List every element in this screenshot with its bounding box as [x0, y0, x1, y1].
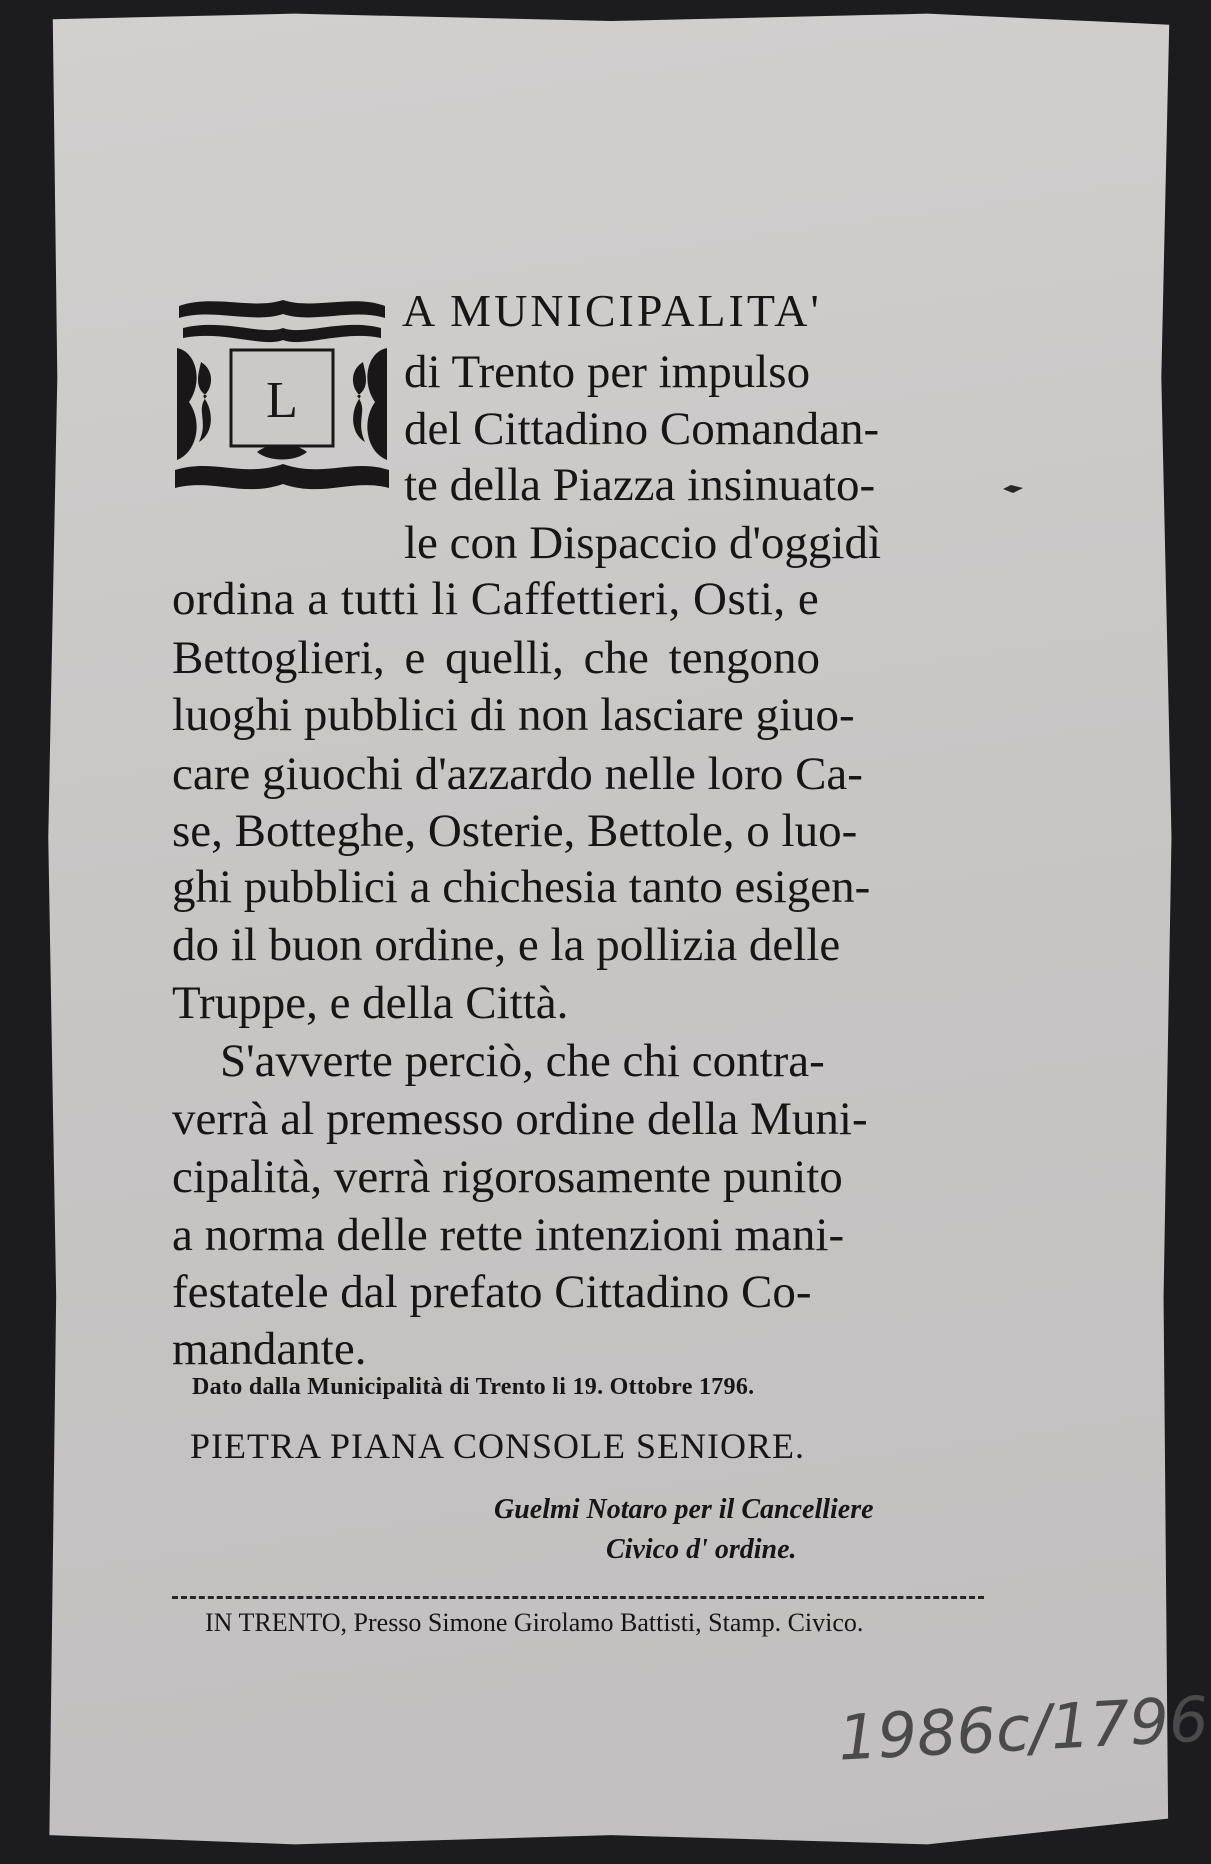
notice-line: del Cittadino Comandan-: [404, 403, 880, 455]
divider-rule: [172, 1596, 984, 1599]
consul-signature: PIETRA PIANA CONSOLE SENIORE.: [190, 1426, 806, 1466]
notice-line: A MUNICIPALITA': [402, 285, 822, 336]
notice-line: ghi pubblici a chichesia tanto esigen-: [172, 861, 871, 913]
dropcap-letter: L: [266, 372, 298, 429]
notice-line: luoghi pubblici di non lasciare giuo-: [172, 689, 855, 741]
notice-line: se, Botteghe, Osterie, Bettole, o luo-: [172, 805, 858, 857]
ink-speck: [1003, 483, 1023, 495]
notary-line: Civico d' ordine.: [606, 1534, 797, 1565]
notice-line: di Trento per impulso: [404, 346, 811, 398]
notice-line: te della Piazza insinuato-: [404, 459, 876, 511]
notice-line: verrà al premesso ordine della Muni-: [172, 1093, 868, 1145]
notice-line: S'avverte perciò, che chi contra-: [220, 1035, 825, 1087]
notice-line: mandante.: [172, 1323, 367, 1375]
notice-line: do il buon ordine, e la pollizia delle: [172, 919, 841, 971]
notice-line: Bettoglieri, e quelli, che tengono: [172, 632, 821, 684]
notice-line: le con Dispaccio d'oggidì: [404, 517, 882, 569]
notary-line: Guelmi Notaro per il Cancelliere: [494, 1494, 874, 1525]
handwritten-shelfmark: 1986c/1796: [836, 1682, 1211, 1775]
notice-line: a norma delle rette intenzioni mani-: [172, 1209, 845, 1261]
printer-imprint: IN TRENTO, Presso Simone Girolamo Battisti, Stamp. Civico.: [205, 1608, 864, 1637]
dateline: Dato dalla Municipalità di Trento li 19. Ottobre 1796.: [192, 1374, 755, 1400]
notice-line: care giuochi d'azzardo nelle loro Ca-: [172, 748, 863, 800]
notice-line: Truppe, e della Città.: [172, 977, 569, 1029]
notice-line: ordina a tutti li Caffettieri, Osti, e: [172, 573, 820, 625]
notice-line: festatele dal prefato Cittadino Co-: [172, 1266, 812, 1318]
notice-line: cipalità, verrà rigorosamente punito: [172, 1151, 843, 1203]
